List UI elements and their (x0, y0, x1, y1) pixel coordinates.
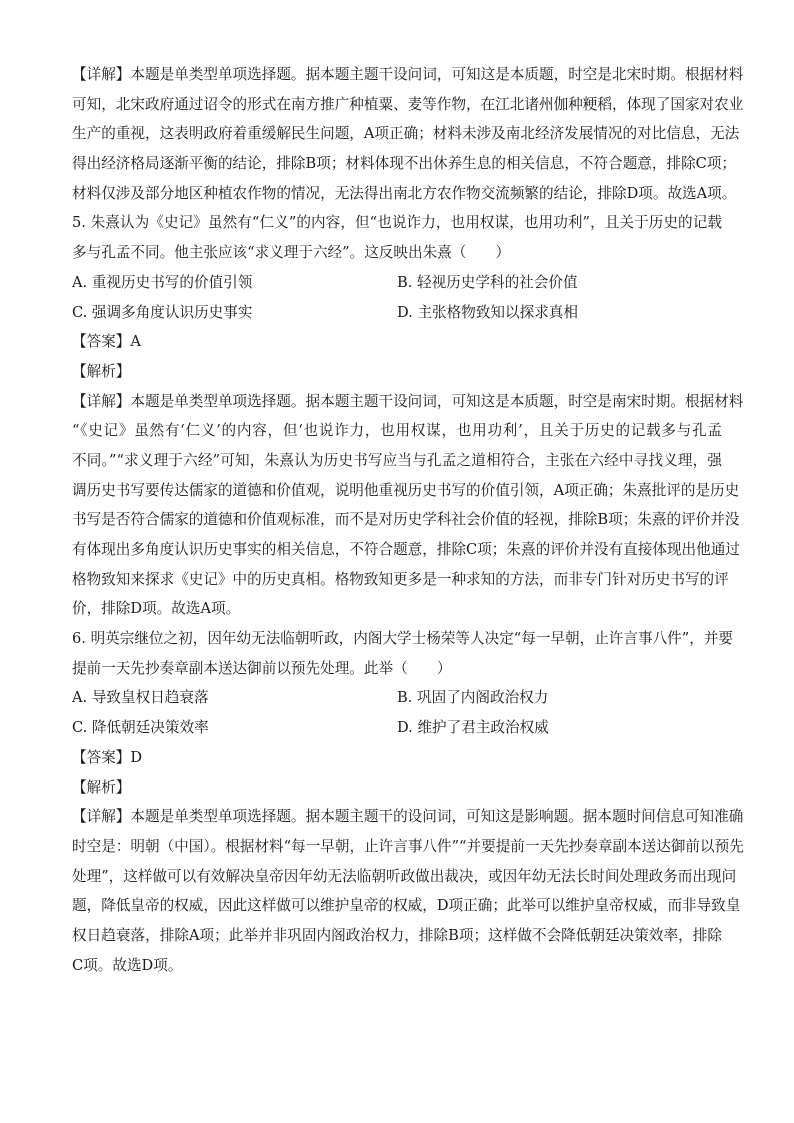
option-row (72, 270, 722, 300)
question-stem-line: 多与孔孟不同。他主张应该“求义理于六经”。这反映出朱熹（ ） (72, 244, 511, 262)
answer-label: 【答案】A (72, 333, 141, 351)
text-line: 得出经济格局逐渐平衡的结论，排除B项；材料体现不出休养生息的相关信息，不符合题意，排除C项； (72, 155, 737, 173)
detail-line: 不同。”“求义理于六经”可知，朱熹认为历史书写应当与孔孟之道相符合，主张在六经中寻找义理，强 (72, 451, 722, 469)
q4-detail-paragraph (72, 62, 744, 210)
question-stem-line: 提前一天先抄奏章副本送达御前以预先处理。此举（ ） (72, 659, 452, 677)
detail-line: 【详解】本题是单类型单项选择题。据本题主题干设问词，可知这是本质题，时空是南宋时期。根据材料 (72, 392, 744, 410)
option-a: A. 导致皇权日趋衰落 (72, 689, 209, 707)
text-line: 材料仅涉及部分地区种植农作物的情况，无法得出南北方农作物交流频繁的结论，排除D项。故选A项。 (72, 184, 737, 202)
detail-line: 书写是否符合儒家的道德和价值观标准，而不是对历史学科社会价值的轻视，排除B项；朱熹的评价并没 (72, 511, 740, 529)
detail-line: C项。故选D项。 (72, 956, 183, 974)
question-6 (72, 626, 744, 982)
detail-line: 权日趋衰落，排除A项；此举并非巩固内阁政治权力，排除B项；这样做不会降低朝廷决策效率，排除 (72, 926, 722, 944)
option-c: C. 降低朝廷决策效率 (72, 719, 209, 737)
text-line: 可知，北宋政府通过诏令的形式在南方推广种植粟、麦等作物，在江北诸州伽种粳稻，体现了国家对农业 (72, 95, 744, 113)
option-b: B. 巩固了内阁政治权力 (397, 689, 549, 707)
analysis-label: 【解析】 (72, 778, 131, 796)
option-d: D. 主张格物致知以探求真相 (397, 303, 578, 321)
document-page (72, 62, 744, 982)
detail-line: 【详解】本题是单类型单项选择题。据本题主题干的设问词，可知这是影响题。据本题时间信息可知准确 (72, 808, 744, 826)
detail-line: 调历史书写要传达儒家的道德和价值观，说明他重视历史书写的价值引领，A项正确；朱熹批评的是历史 (72, 481, 740, 499)
analysis-label: 【解析】 (72, 362, 131, 380)
option-c: C. 强调多角度认识历史事实 (72, 303, 253, 321)
detail-line: 价，排除D项。故选A项。 (72, 600, 241, 618)
text-line: 生产的重视，这表明政府着重缓解民生问题，A项正确；材料未涉及南北经济发展情况的对比信息，无法 (72, 125, 740, 143)
detail-line: “《史记》虽然有‘仁义’的内容，但‘也说诈力，也用权谋，也用功利’，且关于历史的记载多与孔孟 (72, 422, 722, 440)
detail-line: 格物致知来探求《史记》中的历史真相。格物致知更多是一种求知的方法，而非专门针对历史书写的评 (72, 570, 729, 588)
question-stem-line: 6. 明英宗继位之初，因年幼无法临朝听政，内阁大学士杨荣等人决定“每一早朝，止许言事八件”，并要 (72, 630, 734, 648)
option-row (72, 685, 722, 715)
option-a: A. 重视历史书写的价值引领 (72, 273, 253, 291)
detail-line: 题，降低皇帝的权威，因此这样做可以维护皇帝的权威，D项正确；此举可以维护皇帝权威，而非导致皇 (72, 897, 741, 915)
option-row (72, 715, 722, 745)
option-d: D. 维护了君主政治权威 (397, 719, 549, 737)
detail-line: 有体现出多角度认识历史事实的相关信息，不符合题意，排除C项；朱熹的评价并没有直接体现出他通过 (72, 541, 740, 558)
question-stem-line: 5. 朱熹认为《史记》虽然有“仁义”的内容，但“也说诈力，也用权谋，也用功利”，且关于历史的记载 (72, 214, 722, 232)
option-row (72, 300, 722, 330)
question-5 (72, 210, 744, 626)
detail-line: 时空是：明朝（中国）。根据材料“每一早朝，止许言事八件”“并要提前一天先抄奏章副本送达御前以预先 (72, 837, 744, 855)
option-b: B. 轻视历史学科的社会价值 (397, 273, 578, 291)
answer-label: 【答案】D (72, 748, 143, 766)
detail-line: 处理”，这样做可以有效解决皇帝因年幼无法临朝听政做出裁决，或因年幼无法长时间处理政务而出现问 (72, 867, 737, 885)
text-line: 【详解】本题是单类型单项选择题。据本题主题干设问词，可知这是本质题，时空是北宋时期。根据材料 (72, 66, 744, 83)
